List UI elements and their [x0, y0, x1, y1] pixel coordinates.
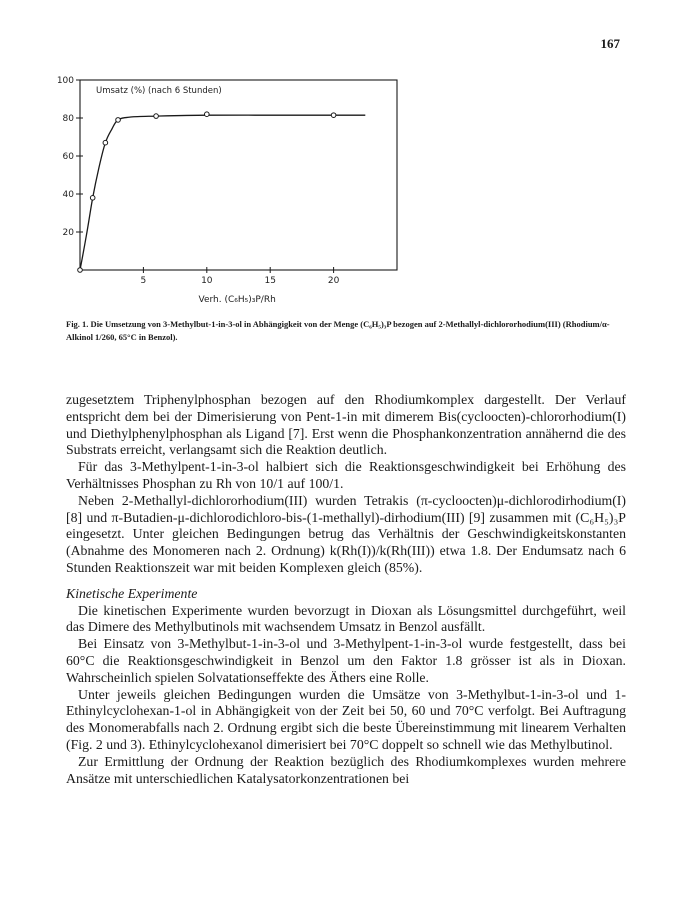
- x-tick-label: 10: [201, 276, 213, 286]
- y-tick-label: 80: [62, 114, 74, 124]
- data-point: [205, 112, 210, 117]
- paragraph: zugesetztem Triphenylphosphan bezogen auf den Rhodiumkomplex dargestellt. Der Verlauf entspricht dem bei der Dimerisierung von Pent-1-in mit dimerem Bis(cycloocten)-chlororhodium(I) und Diethylphenylphosphan als Ligand [7]. Erst wenn die Phosphankonzentration annähernd die des Substrats erreicht, verlangsamt sich die Reaktion deutlich.: [66, 392, 626, 458]
- data-point: [331, 113, 336, 118]
- page-number: 167: [600, 36, 620, 51]
- figure-1-chart: [40, 62, 420, 314]
- paragraph: Unter jeweils gleichen Bedingungen wurden die Umsätze von 3-Methylbut-1-in-3-ol und 1-Ethinylcyclohexan-1-ol in Abhängigkeit von der Zeit bei 50, 60 und 70°C verfolgt. Bei Auftragung des Monomerabfalls nach 2. Ordnung ergibt sich die beste Übereinstimmung mit linearem Verhalten (Fig. 2 und 3). Ethinylcyclohexanol dimerisiert bei 70°C doppelt so schnell wie das Methylbutinol.: [66, 686, 626, 752]
- chart-frame: [80, 80, 397, 270]
- x-tick-label: 15: [264, 276, 276, 286]
- chart-series-line: [80, 115, 365, 270]
- paragraph: Bei Einsatz von 3-Methylbut-1-in-3-ol und 3-Methylpent-1-in-3-ol wurde festgestellt, dass bei 60°C die Reaktionsgeschwindigkeit in Benzol um den Faktor 1.8 grösser ist als in Dioxan. Wahrscheinlich spielen Solvatationseffekte des Äthers eine Rolle.: [66, 636, 626, 685]
- paragraph: Zur Ermittlung der Ordnung der Reaktion bezüglich des Rhodiumkomplexes wurden mehrere Ansätze mit unterschiedlichen Katalysatorkonzentrationen bei: [66, 753, 626, 786]
- paragraph: Die kinetischen Experimente wurden bevorzugt in Dioxan als Lösungsmittel durchgeführt, weil das Dimere des Methylbutinols mit wachsendem Umsatz in Benzol ausfällt.: [66, 602, 626, 635]
- chart-axes: [80, 80, 397, 270]
- y-tick-label: 60: [62, 152, 74, 162]
- paragraph: Neben 2-Methallyl-dichlororhodium(III) wurden Tetrakis (π-cycloocten)μ-dichlorodirhodium(I) [8] und π-Butadien-μ-dichlorodichloro-bis-(1-methallyl)-dirhodium(III) [9] zusammen mit (C₆H₅)₃P eingesetzt. Unter gleichen Bedingungen betrug das Verhältnis der Geschwindigkeitskonstanten (Abnahme des Monomeren nach 2. Ordnung) k(Rh(I))/k(Rh(III)) etwa 1.8. Der Endumsatz nach 6 Stunden Reaktionszeit war mit beiden Komplexen gleich (85%).: [66, 492, 626, 575]
- section-heading: Kinetische Experimente: [66, 585, 198, 601]
- chart-y-label: Umsatz (%) (nach 6 Stunden): [96, 86, 222, 96]
- paragraph: Für das 3-Methylpent-1-in-3-ol halbiert sich die Reaktionsgeschwindigkeit bei Erhöhung des Verhältnisses Phosphan zu Rh von 10/1 auf 100/1.: [66, 459, 626, 491]
- x-tick-label: 20: [327, 276, 340, 286]
- y-tick-label: 20: [62, 228, 74, 238]
- y-tick-label: 40: [62, 190, 74, 200]
- body-text: [66, 392, 626, 787]
- figure-caption: Fig. 1. Die Umsetzung von 3-Methylbut-1-in-3-ol in Abhängigkeit von der Menge (C₆H₅)₃P bezogen auf 2-Methallyl-dichlororhodium(III) (Rhodium/α-Alkinol 1/260, 65°C in Benzol).: [66, 319, 610, 342]
- data-point: [78, 268, 83, 273]
- y-tick-label: 100: [56, 76, 74, 86]
- data-point: [103, 140, 108, 145]
- chart-points: [78, 112, 336, 272]
- chart-x-label: Verh. (C₆H₅)₃P/Rh: [198, 295, 276, 305]
- data-point: [154, 114, 159, 119]
- x-tick-label: 5: [140, 276, 147, 286]
- data-point: [116, 118, 121, 123]
- data-point: [90, 196, 95, 201]
- chart-ticks: [57, 76, 340, 286]
